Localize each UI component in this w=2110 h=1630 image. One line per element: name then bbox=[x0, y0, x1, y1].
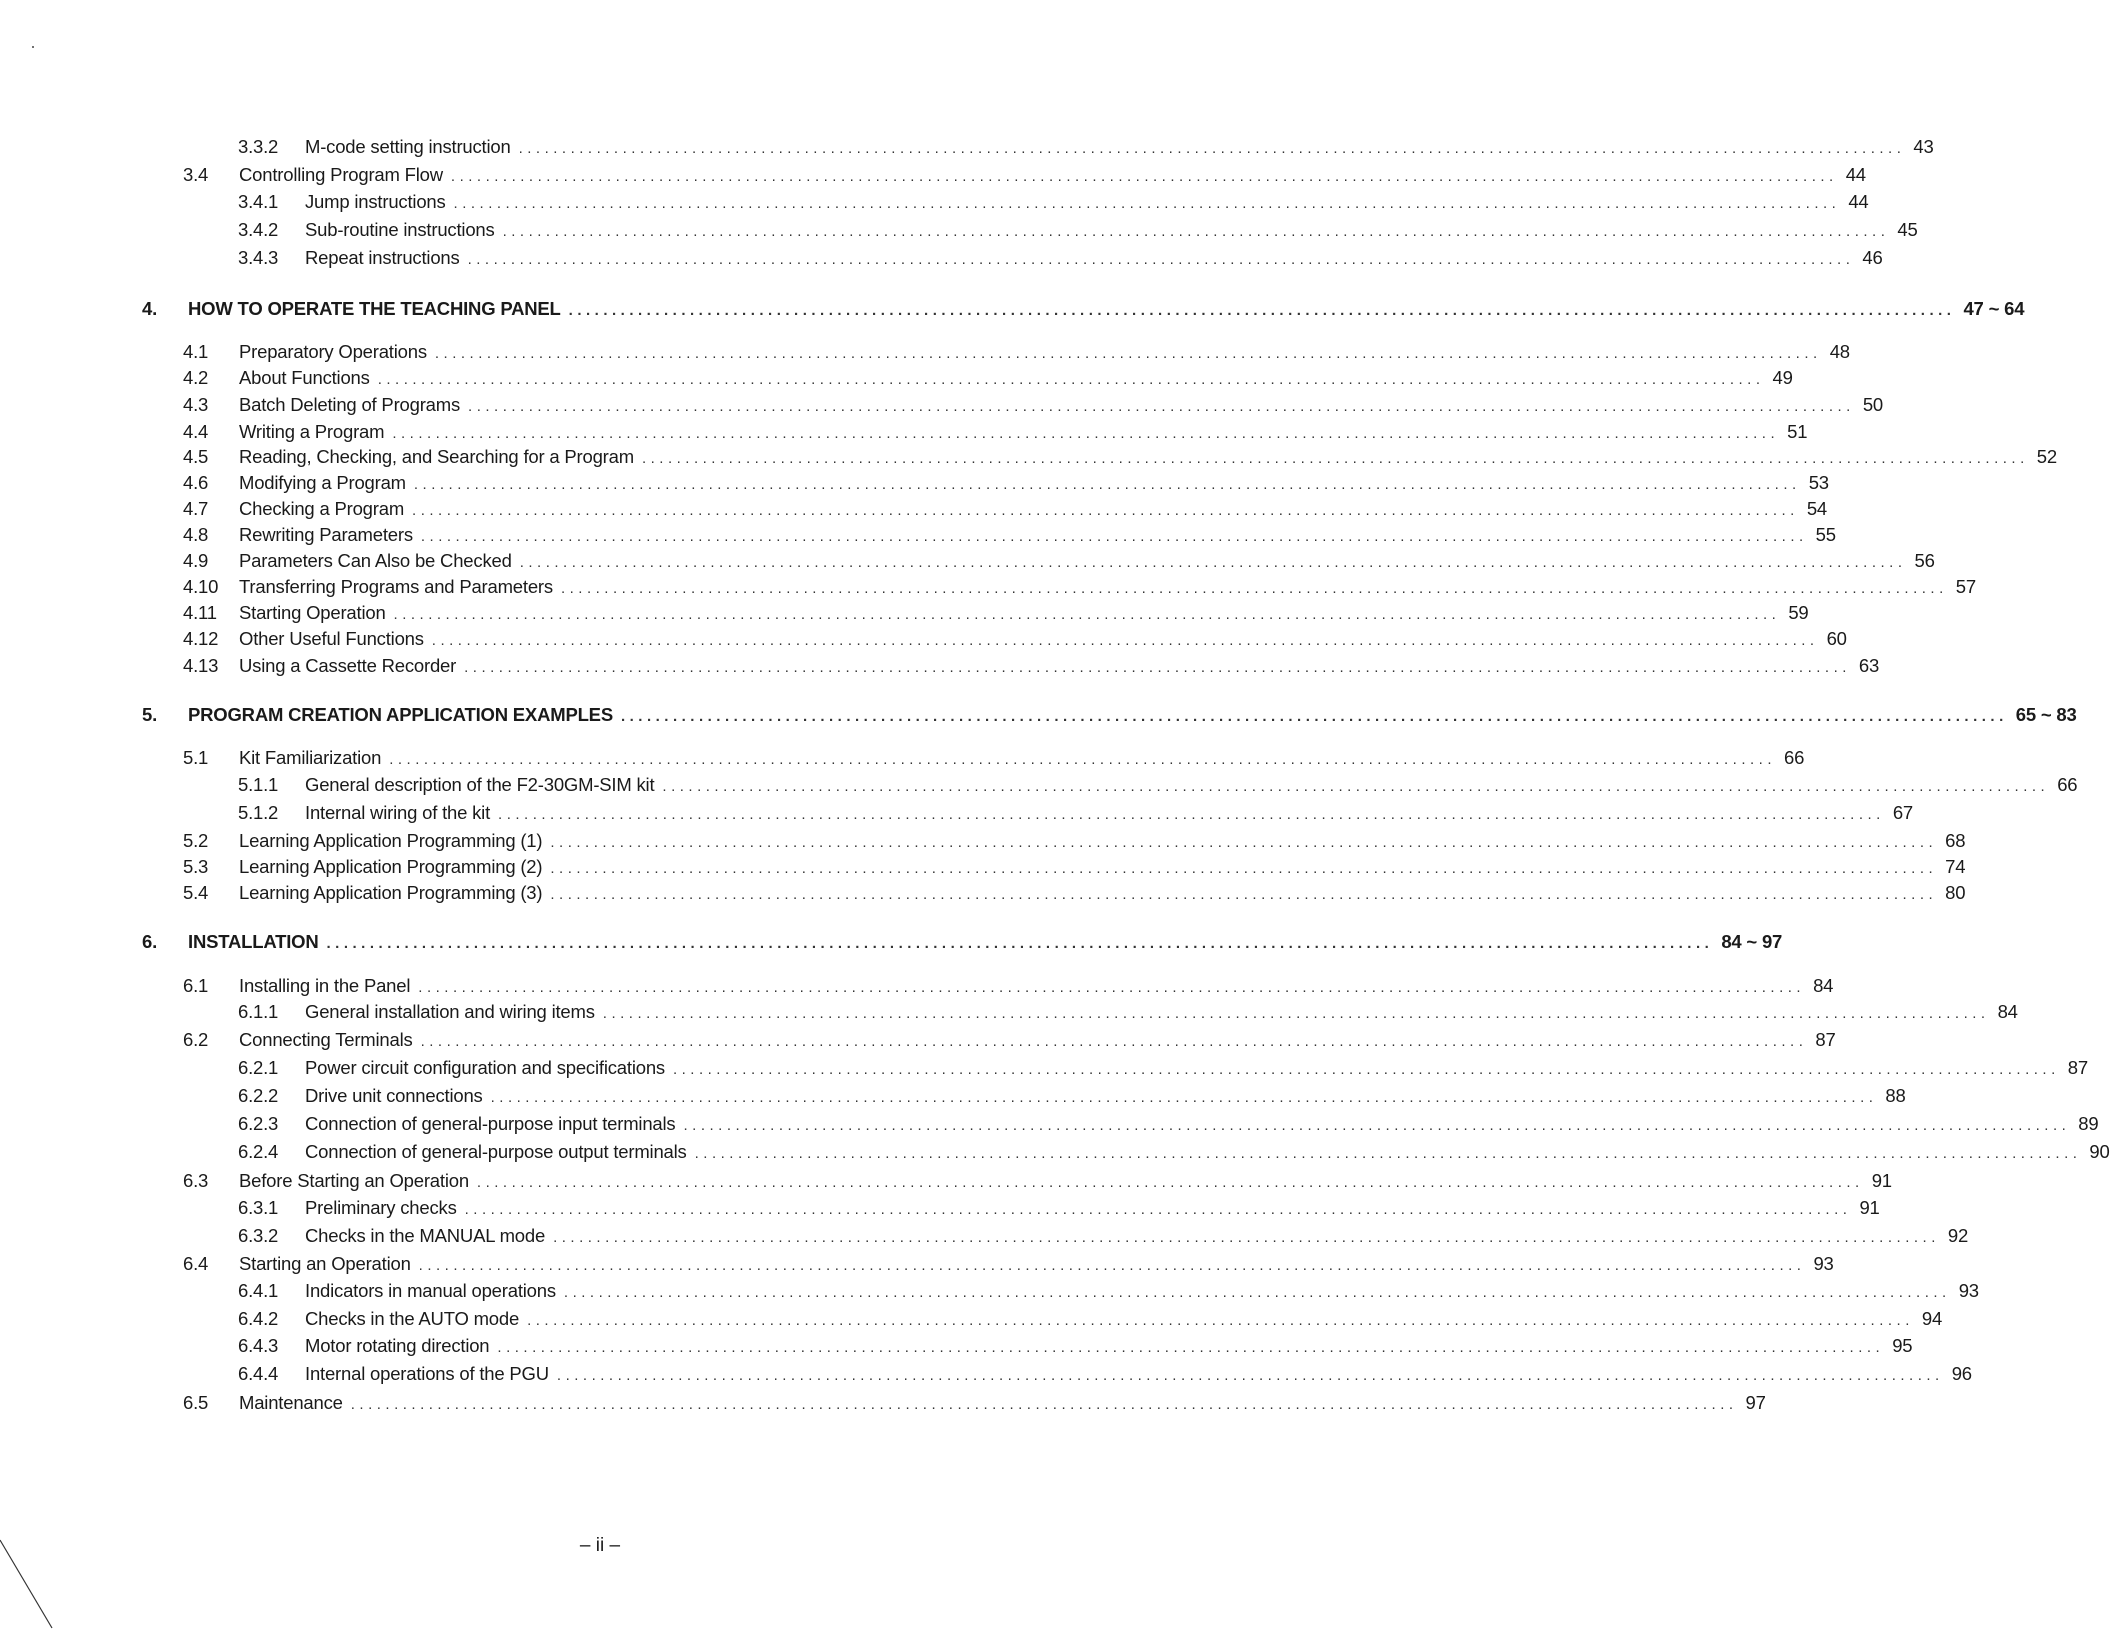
toc-entry-number: 6.3.1 bbox=[238, 1197, 279, 1218]
toc-entry-title: Checking a Program bbox=[239, 498, 405, 519]
toc-entry-number: 6.3 bbox=[183, 1170, 209, 1191]
toc-entry-title: Sub-routine instructions bbox=[305, 219, 495, 240]
toc-entry-page: 97 bbox=[1745, 1392, 1766, 1413]
dot-leader: ................................................................................................................................................................ bbox=[694, 1145, 2082, 1162]
toc-entry-title: Other Useful Functions bbox=[239, 628, 424, 649]
toc-entry-title: Maintenance bbox=[239, 1392, 343, 1413]
toc-entry-number: 3.4.2 bbox=[238, 219, 279, 240]
toc-entry-page: 60 bbox=[1826, 628, 1847, 649]
toc-entry[interactable] bbox=[183, 341, 1850, 367]
dot-leader: ................................................................................................................................................................ bbox=[527, 1312, 1914, 1329]
toc-entry-title: Starting an Operation bbox=[239, 1253, 411, 1274]
toc-entry-page: 56 bbox=[1914, 550, 1935, 571]
dot-leader: ................................................................................................................................................................ bbox=[641, 450, 2029, 467]
dot-leader: ................................................................................................................................................................ bbox=[412, 502, 1799, 519]
toc-entry-title: About Functions bbox=[239, 367, 370, 388]
dot-leader: ................................................................................................................................................................ bbox=[468, 398, 1855, 415]
dot-leader: ................................................................................................................................................................ bbox=[662, 778, 2050, 795]
dot-leader: ................................................................................................................................................................ bbox=[563, 1284, 1951, 1301]
dot-leader: ................................................................................................................................................................ bbox=[560, 580, 1948, 597]
toc-entry-number: 6.5 bbox=[183, 1392, 209, 1413]
toc-entry-title: Checks in the AUTO mode bbox=[305, 1308, 520, 1329]
toc-entry[interactable] bbox=[238, 1001, 2018, 1027]
toc-entry[interactable] bbox=[183, 550, 1935, 576]
toc-entry-title: Writing a Program bbox=[239, 421, 385, 442]
dot-leader: ................................................................................................................................................................ bbox=[497, 1339, 1885, 1356]
toc-entry-page: 94 bbox=[1921, 1308, 1943, 1329]
toc-entry-number: 6.1 bbox=[183, 975, 209, 996]
toc-entry[interactable] bbox=[183, 1392, 1766, 1418]
toc-entry-number: 6.4.4 bbox=[238, 1363, 279, 1384]
toc-entry-page: 96 bbox=[1951, 1363, 1972, 1384]
toc-entry-title: Rewriting Parameters bbox=[239, 524, 413, 545]
toc-entry-page: 44 bbox=[1845, 164, 1866, 185]
toc-entry-number: 6.4.3 bbox=[238, 1335, 279, 1356]
toc-entry-page: 65 ~ 83 bbox=[2015, 704, 2077, 725]
toc-entry[interactable] bbox=[238, 1113, 2099, 1139]
dot-leader: ................................................................................................................................................................ bbox=[556, 1367, 1944, 1384]
toc-entry-title: Parameters Can Also be Checked bbox=[239, 550, 512, 571]
toc-entry[interactable] bbox=[238, 1085, 1906, 1111]
toc-entry-title: Indicators in manual operations bbox=[305, 1280, 556, 1301]
toc-entry-page: 66 bbox=[2057, 774, 2078, 795]
dot-leader: ................................................................................................................................................................ bbox=[502, 223, 1890, 240]
toc-entry[interactable] bbox=[183, 576, 1976, 602]
toc-entry-page: 87 bbox=[1815, 1029, 1836, 1050]
toc-entry-title: Power circuit configuration and specifications bbox=[305, 1057, 665, 1078]
toc-entry-page: 48 bbox=[1829, 341, 1850, 362]
toc-entry-number: 5.4 bbox=[183, 882, 209, 903]
toc-entry-page: 92 bbox=[1947, 1225, 1969, 1246]
toc-entry-number: 4.7 bbox=[183, 498, 209, 519]
toc-entry-number: 3.4 bbox=[183, 164, 209, 185]
toc-entry[interactable] bbox=[238, 1225, 1969, 1251]
toc-entry[interactable] bbox=[183, 747, 1805, 773]
toc-entry-number: 6.4.2 bbox=[238, 1308, 279, 1329]
toc-entry-number: 4.1 bbox=[183, 341, 209, 362]
toc-entry-title: Learning Application Programming (1) bbox=[239, 830, 543, 851]
dot-leader: ................................................................................................................................................................ bbox=[490, 1089, 1878, 1106]
toc-entry[interactable] bbox=[238, 191, 1869, 217]
toc-entry[interactable] bbox=[183, 1253, 1834, 1279]
toc-entry-number: 4. bbox=[142, 298, 158, 319]
scan-corner-line bbox=[0, 1540, 60, 1630]
toc-entry-number: 6.4.1 bbox=[238, 1280, 279, 1301]
dot-leader: ................................................................................................................................................................ bbox=[464, 1201, 1852, 1218]
toc-entry-page: 47 ~ 64 bbox=[1963, 298, 2025, 319]
toc-entry-page: 68 bbox=[1945, 830, 1966, 851]
toc-entry-title: Drive unit connections bbox=[305, 1085, 483, 1106]
toc-entry-page: 45 bbox=[1897, 219, 1918, 240]
toc-entry-title: Motor rotating direction bbox=[305, 1335, 490, 1356]
toc-entry[interactable] bbox=[238, 247, 1883, 273]
toc-entry-number: 6.2 bbox=[183, 1029, 209, 1050]
toc-entry-page: 91 bbox=[1871, 1170, 1892, 1191]
dot-leader: ................................................................................................................................................................ bbox=[550, 886, 1938, 903]
dot-leader: ................................................................................................................................................................ bbox=[418, 979, 1806, 996]
toc-chapter-entry[interactable] bbox=[142, 298, 2025, 324]
toc-entry-title: PROGRAM CREATION APPLICATION EXAMPLES bbox=[188, 704, 613, 725]
toc-entry-page: 55 bbox=[1815, 524, 1836, 545]
toc-entry-number: 6.2.2 bbox=[238, 1085, 279, 1106]
dot-leader: ................................................................................................................................................................ bbox=[476, 1174, 1864, 1191]
dot-leader: ................................................................................................................................................................ bbox=[431, 632, 1819, 649]
toc-entry-number: 4.10 bbox=[183, 576, 219, 597]
toc-entry[interactable] bbox=[238, 1335, 1913, 1361]
toc-entry-title: Learning Application Programming (3) bbox=[239, 882, 543, 903]
toc-entry-title: Learning Application Programming (2) bbox=[239, 856, 543, 877]
toc-entry[interactable] bbox=[183, 882, 1966, 908]
dot-leader: ................................................................................................................................................................ bbox=[420, 528, 1808, 545]
dot-leader: ................................................................................................................................................................ bbox=[683, 1117, 2071, 1134]
toc-entry-number: 5. bbox=[142, 704, 158, 725]
toc-entry-page: 43 bbox=[1913, 136, 1934, 157]
toc-entry-page: 49 bbox=[1772, 367, 1793, 388]
dot-leader: ................................................................................................................................................................ bbox=[418, 1257, 1806, 1274]
toc-entry-number: 4.4 bbox=[183, 421, 209, 442]
toc-entry-number: 6.2.4 bbox=[238, 1141, 279, 1162]
toc-entry-title: Repeat instructions bbox=[305, 247, 460, 268]
toc-entry-number: 6.2.3 bbox=[238, 1113, 279, 1134]
toc-entry-number: 5.1.1 bbox=[238, 774, 279, 795]
toc-entry[interactable] bbox=[183, 367, 1793, 393]
toc-entry[interactable] bbox=[238, 1141, 2110, 1167]
toc-entry[interactable] bbox=[183, 1029, 1836, 1055]
toc-entry-title: Preparatory Operations bbox=[239, 341, 427, 362]
toc-entry[interactable] bbox=[238, 1057, 2088, 1083]
toc-entry-title: Internal operations of the PGU bbox=[305, 1363, 549, 1384]
toc-entry-page: 84 bbox=[1813, 975, 1834, 996]
toc-entry-title: Batch Deleting of Programs bbox=[239, 394, 461, 415]
toc-entry-number: 6. bbox=[142, 931, 158, 952]
dot-leader: ................................................................................................................................................................ bbox=[602, 1005, 1990, 1022]
toc-entry-number: 4.2 bbox=[183, 367, 209, 388]
toc-entry[interactable] bbox=[183, 421, 1808, 447]
toc-entry-page: 87 bbox=[2067, 1057, 2088, 1078]
toc-entry-page: 80 bbox=[1945, 882, 1966, 903]
toc-entry-page: 88 bbox=[1885, 1085, 1906, 1106]
dot-leader: ................................................................................................................................................................ bbox=[553, 1229, 1940, 1246]
toc-entry[interactable] bbox=[183, 975, 1834, 1001]
dot-leader: ................................................................................................................................................................ bbox=[467, 251, 1855, 268]
toc-entry-page: 84 bbox=[1997, 1001, 2018, 1022]
toc-entry-title: M-code setting instruction bbox=[305, 136, 511, 157]
toc-entry-number: 6.2.1 bbox=[238, 1057, 279, 1078]
toc-entry[interactable] bbox=[238, 1280, 1979, 1306]
toc-entry-page: 90 bbox=[2089, 1141, 2110, 1162]
dot-leader: ................................................................................................................................................................ bbox=[672, 1061, 2060, 1078]
toc-chapter-entry[interactable] bbox=[142, 931, 1783, 957]
toc-entry[interactable] bbox=[238, 774, 2078, 800]
toc-entry-title: Controlling Program Flow bbox=[239, 164, 443, 185]
dot-leader: ................................................................................................................................................................ bbox=[420, 1033, 1808, 1050]
toc-entry-title: Reading, Checking, and Searching for a Program bbox=[239, 446, 634, 467]
toc-entry-number: 4.9 bbox=[183, 550, 209, 571]
toc-entry-page: 51 bbox=[1787, 421, 1808, 442]
toc-entry-title: Installing in the Panel bbox=[239, 975, 411, 996]
toc-entry-page: 66 bbox=[1783, 747, 1805, 768]
toc-entry-title: Internal wiring of the kit bbox=[305, 802, 491, 823]
toc-entry-number: 5.1 bbox=[183, 747, 209, 768]
toc-entry[interactable] bbox=[183, 164, 1866, 190]
toc-entry[interactable] bbox=[183, 628, 1847, 654]
toc-entry-page: 53 bbox=[1808, 472, 1829, 493]
dot-leader: ................................................................................................................................................................ bbox=[550, 860, 1938, 877]
toc-entry-number: 5.3 bbox=[183, 856, 209, 877]
toc-entry-number: 4.8 bbox=[183, 524, 209, 545]
toc-entry[interactable] bbox=[183, 856, 1966, 882]
toc-entry-number: 3.3.2 bbox=[238, 136, 279, 157]
toc-entry-number: 3.4.1 bbox=[238, 191, 279, 212]
toc-entry-number: 4.5 bbox=[183, 446, 209, 467]
dot-leader: ................................................................................................................................................................ bbox=[568, 302, 1956, 319]
toc-entry-title: Kit Familiarization bbox=[239, 747, 382, 768]
toc-entry[interactable] bbox=[183, 655, 1880, 681]
toc-entry-title: Connection of general-purpose input terminals bbox=[305, 1113, 676, 1134]
toc-entry-title: Preliminary checks bbox=[305, 1197, 457, 1218]
page-footer-number: – ii – bbox=[579, 1535, 621, 1556]
scan-speck bbox=[32, 46, 34, 48]
toc-entry-page: 74 bbox=[1945, 856, 1966, 877]
toc-entry[interactable] bbox=[238, 136, 1934, 162]
toc-entry-title: General installation and wiring items bbox=[305, 1001, 595, 1022]
dot-leader: ................................................................................................................................................................ bbox=[326, 935, 1714, 952]
toc-entry[interactable] bbox=[238, 1197, 1880, 1223]
toc-entry-page: 50 bbox=[1862, 394, 1884, 415]
toc-entry-title: Transferring Programs and Parameters bbox=[239, 576, 553, 597]
toc-entry[interactable] bbox=[183, 602, 1809, 628]
dot-leader: ................................................................................................................................................................ bbox=[392, 425, 1780, 442]
dot-leader: ................................................................................................................................................................ bbox=[450, 168, 1838, 185]
toc-entry-number: 6.1.1 bbox=[238, 1001, 279, 1022]
toc-entry-page: 89 bbox=[2078, 1113, 2099, 1134]
toc-entry-number: 5.2 bbox=[183, 830, 209, 851]
dot-leader: ................................................................................................................................................................ bbox=[550, 834, 1938, 851]
toc-entry[interactable] bbox=[183, 830, 1966, 856]
dot-leader: ................................................................................................................................................................ bbox=[620, 708, 2008, 725]
toc-entry-title: Before Starting an Operation bbox=[239, 1170, 469, 1191]
toc-entry-title: General description of the F2-30GM-SIM kit bbox=[305, 774, 655, 795]
dot-leader: ................................................................................................................................................................ bbox=[393, 606, 1781, 623]
toc-entry-page: 84 ~ 97 bbox=[1721, 931, 1783, 952]
toc-entry[interactable] bbox=[183, 498, 1828, 524]
toc-entry-number: 4.3 bbox=[183, 394, 209, 415]
toc-entry-title: Starting Operation bbox=[239, 602, 386, 623]
dot-leader: ................................................................................................................................................................ bbox=[453, 195, 1841, 212]
dot-leader: ................................................................................................................................................................ bbox=[464, 659, 1851, 676]
dot-leader: ................................................................................................................................................................ bbox=[498, 806, 1885, 823]
toc-entry[interactable] bbox=[183, 1170, 1892, 1196]
toc-entry-title: Modifying a Program bbox=[239, 472, 406, 493]
dot-leader: ................................................................................................................................................................ bbox=[434, 345, 1822, 362]
toc-entry-page: 46 bbox=[1862, 247, 1883, 268]
toc-entry-title: Jump instructions bbox=[305, 191, 446, 212]
dot-leader: ................................................................................................................................................................ bbox=[519, 554, 1907, 571]
toc-entry-number: 6.3.2 bbox=[238, 1225, 279, 1246]
toc-entry-number: 4.11 bbox=[183, 602, 217, 623]
toc-chapter-entry[interactable] bbox=[142, 704, 2077, 730]
toc-entry[interactable] bbox=[238, 1308, 1943, 1334]
toc-entry[interactable] bbox=[183, 472, 1829, 498]
toc-entry-title: INSTALLATION bbox=[188, 931, 319, 952]
toc-entry-number: 5.1.2 bbox=[238, 802, 279, 823]
toc-entry-page: 93 bbox=[1958, 1280, 1979, 1301]
toc-entry-title: Checks in the MANUAL mode bbox=[305, 1225, 546, 1246]
toc-entry[interactable] bbox=[183, 446, 2057, 472]
toc-entry-number: 6.4 bbox=[183, 1253, 209, 1274]
toc-entry-number: 4.13 bbox=[183, 655, 219, 676]
dot-leader: ................................................................................................................................................................ bbox=[518, 140, 1906, 157]
toc-entry-page: 95 bbox=[1892, 1335, 1913, 1356]
toc-entry-number: 3.4.3 bbox=[238, 247, 279, 268]
toc-entry-title: Connection of general-purpose output terminals bbox=[305, 1141, 687, 1162]
toc-entry[interactable] bbox=[183, 394, 1884, 420]
toc-entry-page: 44 bbox=[1848, 191, 1869, 212]
toc-entry-page: 54 bbox=[1806, 498, 1828, 519]
toc-entry[interactable] bbox=[238, 1363, 1972, 1389]
toc-entry-page: 63 bbox=[1858, 655, 1880, 676]
dot-leader: ................................................................................................................................................................ bbox=[377, 371, 1765, 388]
toc-entry-page: 57 bbox=[1955, 576, 1976, 597]
toc-entry-number: 4.12 bbox=[183, 628, 219, 649]
toc-entry-title: Connecting Terminals bbox=[239, 1029, 413, 1050]
toc-entry[interactable] bbox=[183, 524, 1836, 550]
toc-entry-page: 59 bbox=[1788, 602, 1809, 623]
toc-entry[interactable] bbox=[238, 219, 1918, 245]
toc-entry[interactable] bbox=[238, 802, 1914, 828]
toc-entry-page: 52 bbox=[2036, 446, 2057, 467]
toc-entry-title: HOW TO OPERATE THE TEACHING PANEL bbox=[188, 298, 561, 319]
dot-leader: ................................................................................................................................................................ bbox=[413, 476, 1801, 493]
toc-entry-page: 91 bbox=[1859, 1197, 1880, 1218]
dot-leader: ................................................................................................................................................................ bbox=[389, 751, 1776, 768]
toc-entry-page: 93 bbox=[1813, 1253, 1834, 1274]
toc-entry-number: 4.6 bbox=[183, 472, 209, 493]
dot-leader: ................................................................................................................................................................ bbox=[350, 1396, 1738, 1413]
toc-entry-title: Using a Cassette Recorder bbox=[239, 655, 457, 676]
toc-entry-page: 67 bbox=[1892, 802, 1914, 823]
